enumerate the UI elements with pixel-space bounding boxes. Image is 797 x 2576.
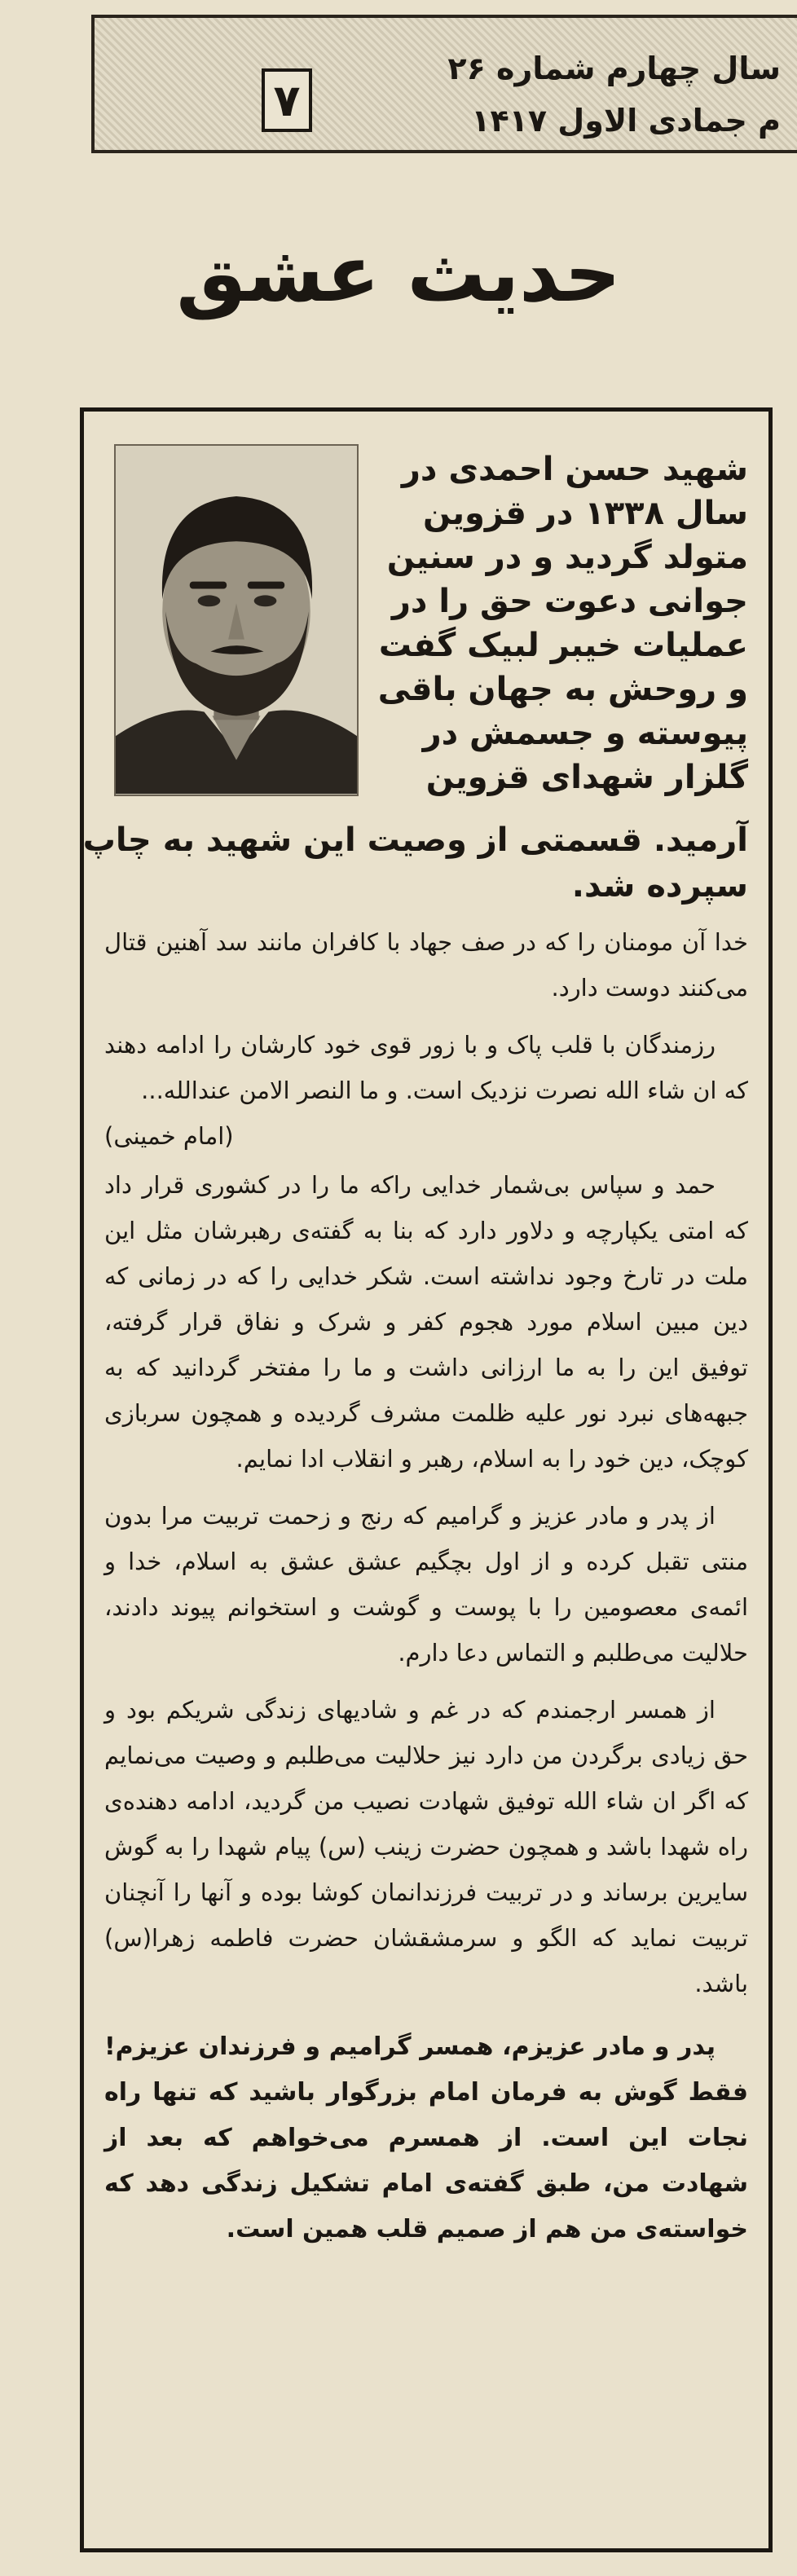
will-paragraph: از پدر و مادر عزیز و گرامیم که رنج و زحمت تربیت مرا بدون منتی تقبل کرده و از اول بچگیم عشق عشق به اسلام، خدا و ائمه‌ی معصومین را با پوست و گوشت و استخوانم پیوند دادند، حلالیت می‌طلبم و التماس دعا دارم. [104,1502,748,1667]
intro-line: متولد گردید و در سنین [386,539,748,576]
issue-header [91,15,797,153]
will-paragraph: حمد و سپاس بی‌شمار خدایی راکه ما را در کشوری قرار داد که امتی یکپارچه و دلاور دارد که بنا به گفته‌ی رهبرشان مثل این ملت در تارخ وجود نداشته است. شکر خدایی را که در زمانی که دین مبین اسلام مورد هجوم کفر و شرک و نفاق قرار گرفته، توفیق این را به ما ارزانی داشت و ما را مفتخر گردانید که به جبهه‌های نبرد نور علیه ظلمت مشرف گردیده و همچون سربازی کوچک، دین خود را به اسلام، رهبر و انقلاب ادا نمایم. [104,1171,748,1473]
imam-quote: رزمندگان با قلب پاک و با زور قوی خود کارشان را ادامه دهند که ان شاء الله نصرت نزدیک است. و ما النصر الامن عندالله... [104,1031,748,1104]
issue-number: سال چهارم شماره ۲۶ [447,51,781,86]
portrait-image [116,446,357,795]
page-number-box [262,68,312,132]
intro-line: و روحش به جهان باقی [377,671,748,708]
quran-quote: خدا آن مومنان را که در صف جهاد با کافران مانند سد آهنین قتال می‌کنند دوست دارد. [104,928,748,1002]
intro-line: گلزار شهدای قزوین [425,759,748,796]
page-number: ۷ [273,74,301,126]
intro-line: عملیات خیبر لبیک گفت [378,627,748,664]
intro-line: جوانی دعوت حق را در [391,583,748,620]
intro-line: شهید حسن احمدی در [401,451,748,488]
martyr-portrait [114,444,359,796]
will-paragraph: از همسر ارجمندم که در غم و شادیهای زندگی شریکم بود و حق زیادی برگردن من دارد نیز حلالیت می‌طلبم و وصیت می‌نمایم که اگر ان شاء الله توفیق شهادت نصیب من گردید، ادامه دهنده‌ی راه شهدا باشد و همچون حضرت زینب (س) پیام شهدا را به گوش سایرین برساند و در تربیت فرزندانمان کوشا بوده و آنها را آنچنان تربیت نماید که الگو و سرمشقشان حضرت فاطمه زهرا(س) باشد. [104,1696,748,1997]
will-paragraph: پدر و مادر عزیزم، همسر گرامیم و فرزندان عزیزم! فقط گوش به فرمان امام بزرگوار باشید که تنها راه نجات این است. از همسرم می‌خواهم که بعد از شهادت من، طبق گفته‌ی امام تشکیل زندگی دهد که خواسته‌ی من هم از صمیم قلب همین است. [104,2032,748,2244]
issue-date: م جمادی الاول ۱۴۱۷ [471,103,781,139]
imam-quote-attribution: (امام خمینی) [104,1122,234,1150]
intro-line: سال ۱۳۳۸ در قزوین [422,495,748,532]
intro-line: آرمید. قسمتی از وصیت این شهید به چاپ [82,821,748,859]
article-title: حدیث عشق [176,228,621,319]
intro-line: پیوسته و جسمش در [422,715,748,752]
intro-line: سپرده شد. [571,867,748,905]
article-body [104,919,748,2252]
